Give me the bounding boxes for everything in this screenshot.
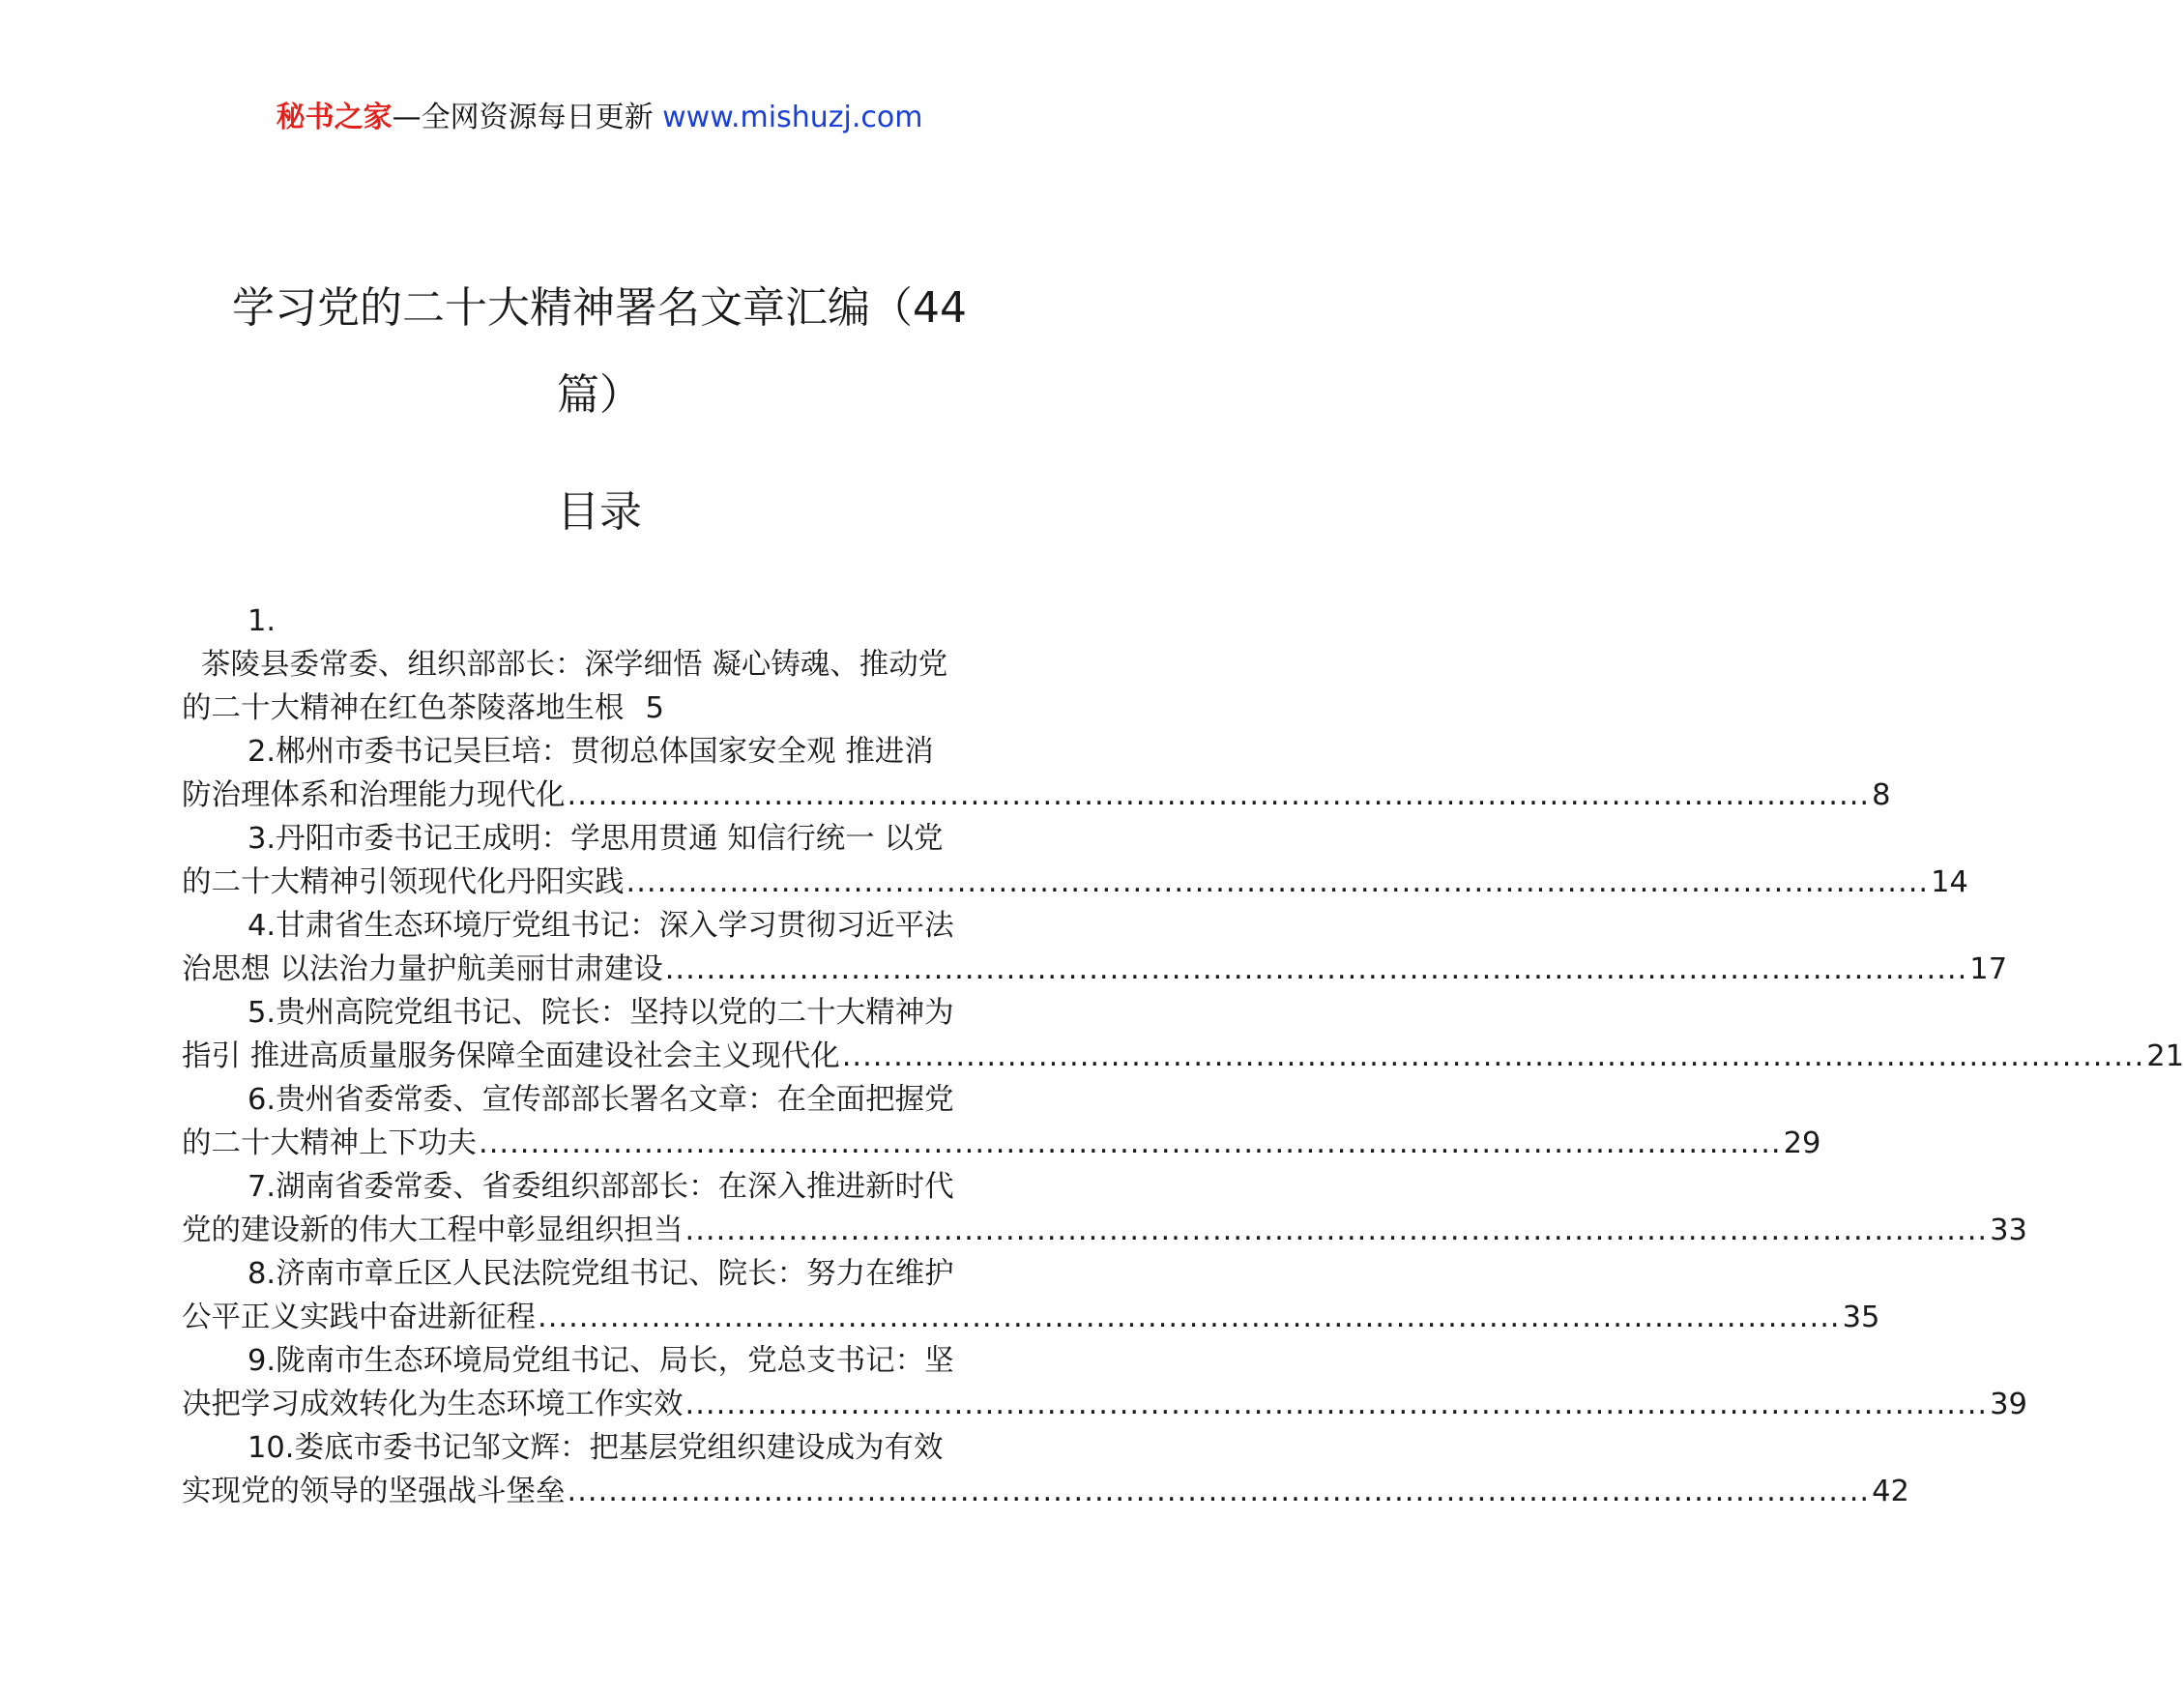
toc-page-number: 8 — [1872, 778, 1891, 812]
toc-entry-line-1 — [182, 991, 1015, 1035]
toc-entry-line-1 — [182, 643, 1015, 687]
toc-entry-text: 的二十大精神在红色茶陵落地生根 — [182, 691, 625, 725]
site-header — [0, 97, 1199, 139]
toc-entry-line-1 — [182, 904, 1015, 948]
toc-entry[interactable] — [182, 1426, 1909, 1513]
site-brand: 秘书之家 — [276, 101, 393, 134]
document-title — [184, 265, 1015, 439]
document-title-line-2: 篇） — [557, 370, 642, 420]
toc-entry-line-1 — [182, 1252, 1015, 1296]
toc-entry-text: 指引 推进高质量服务保障全面建设社会主义现代化 — [182, 1039, 840, 1073]
toc-entry-text: 治思想 以法治力量护航美丽甘肃建设 — [182, 952, 663, 986]
toc-entry[interactable] — [182, 991, 2184, 1078]
toc-page-number: 39 — [1990, 1388, 2027, 1421]
toc-entry-number: 1. — [248, 604, 277, 638]
toc-dot-leader: .............................................................................................................................. — [567, 778, 1871, 812]
toc-entry-line-2 — [182, 1470, 1909, 1513]
toc-page-number: 42 — [1872, 1475, 1909, 1508]
toc-entry-line-1 — [182, 730, 1015, 774]
toc-entry-text: 9.陇南市生态环境局党组书记、局长，党总支书记：坚 — [248, 1344, 954, 1378]
toc-dot-leader: .............................................................................................................................. — [626, 865, 1930, 899]
toc-entry-text: 的二十大精神引领现代化丹阳实践 — [182, 865, 625, 899]
table-of-contents — [182, 599, 2184, 1513]
toc-dot-leader: .............................................................................................................................. — [479, 1126, 1782, 1160]
toc-entry[interactable] — [182, 904, 2008, 991]
site-url-link[interactable]: www.mishuzj.com — [662, 101, 923, 134]
toc-page-number: 33 — [1990, 1214, 2027, 1247]
toc-entry-line-2 — [182, 861, 1968, 904]
toc-entry-text: 决把学习成效转化为生态环境工作实效 — [182, 1388, 684, 1421]
toc-entry-line-1 — [182, 1426, 1015, 1470]
toc-entry-text: 4.甘肃省生态环境厅党组书记：深入学习贯彻习近平法 — [248, 909, 954, 943]
toc-entry-text: 实现党的领导的坚强战斗堡垒 — [182, 1475, 566, 1508]
toc-entry-list — [182, 730, 2184, 1513]
toc-entry-line-1 — [182, 1078, 1015, 1122]
toc-heading: 目录 — [557, 487, 642, 537]
toc-page-number: 29 — [1783, 1126, 1821, 1160]
toc-entry-text: 茶陵县委常委、组织部部长：深学细悟 凝心铸魂、推动党 — [201, 648, 948, 682]
toc-entry-line-2 — [182, 687, 1015, 730]
toc-dot-leader: .............................................................................................................................. — [538, 1301, 1841, 1334]
toc-entry-line-2 — [182, 1035, 2184, 1078]
toc-entry-line-2 — [182, 1209, 2027, 1252]
toc-entry[interactable] — [182, 730, 1891, 817]
toc-page-number: 21 — [2146, 1039, 2184, 1073]
toc-entry-text: 7.湖南省委常委、省委组织部部长：在深入推进新时代 — [248, 1170, 954, 1204]
toc-page-number: 17 — [1969, 952, 2008, 986]
toc-entry[interactable] — [182, 1078, 1821, 1165]
toc-entry[interactable] — [182, 1252, 1880, 1339]
toc-dot-leader: .............................................................................................................................. — [684, 1214, 1989, 1247]
toc-entry[interactable] — [182, 1339, 2027, 1426]
toc-page-number: 14 — [1931, 865, 1968, 899]
toc-entry[interactable] — [182, 817, 1968, 904]
toc-entry-text: 5.贵州高院党组书记、院长：坚持以党的二十大精神为 — [248, 996, 954, 1030]
toc-dot-leader: .............................................................................................................................. — [567, 1475, 1871, 1508]
toc-entry-line-2 — [182, 948, 2008, 991]
toc-entry-text: 10.娄底市委书记邹文辉：把基层党组织建设成为有效 — [248, 1431, 944, 1465]
toc-entry-line-1 — [182, 1165, 1015, 1209]
toc-entry[interactable] — [182, 599, 1015, 730]
toc-entry-text: 防治理体系和治理能力现代化 — [182, 778, 566, 812]
toc-entry-text: 2.郴州市委书记吴巨培：贯彻总体国家安全观 推进消 — [248, 735, 934, 769]
toc-entry-text: 8.济南市章丘区人民法院党组书记、院长：努力在维护 — [248, 1257, 954, 1291]
toc-entry-line-2 — [182, 1383, 2027, 1426]
site-tagline: —全网资源每日更新 — [392, 101, 654, 134]
toc-entry-line-2 — [182, 1122, 1821, 1165]
toc-entry-text: 6.贵州省委常委、宣传部部长署名文章：在全面把握党 — [248, 1083, 954, 1117]
toc-entry-text: 公平正义实践中奋进新征程 — [182, 1301, 536, 1334]
toc-dot-leader: .............................................................................................................................. — [664, 952, 1968, 986]
toc-entry-line-1 — [182, 817, 1015, 861]
toc-entry-text: 党的建设新的伟大工程中彰显组织担当 — [182, 1214, 684, 1247]
toc-entry-line-1 — [182, 1339, 1015, 1383]
toc-dot-leader: .............................................................................................................................. — [841, 1039, 2145, 1073]
toc-entry-text: 的二十大精神上下功夫 — [182, 1126, 477, 1160]
toc-entry-text: 3.丹阳市委书记王成明：学思用贯通 知信行统一 以党 — [248, 822, 944, 856]
toc-entry[interactable] — [182, 1165, 2027, 1252]
toc-page-number: 35 — [1842, 1301, 1880, 1334]
toc-entry-line-2 — [182, 774, 1891, 817]
toc-entry-line-2 — [182, 1296, 1880, 1339]
toc-dot-leader: .............................................................................................................................. — [684, 1388, 1989, 1421]
document-title-line-1: 学习党的二十大精神署名文章汇编（44 — [232, 283, 967, 333]
toc-page-number: 5 — [645, 691, 664, 725]
